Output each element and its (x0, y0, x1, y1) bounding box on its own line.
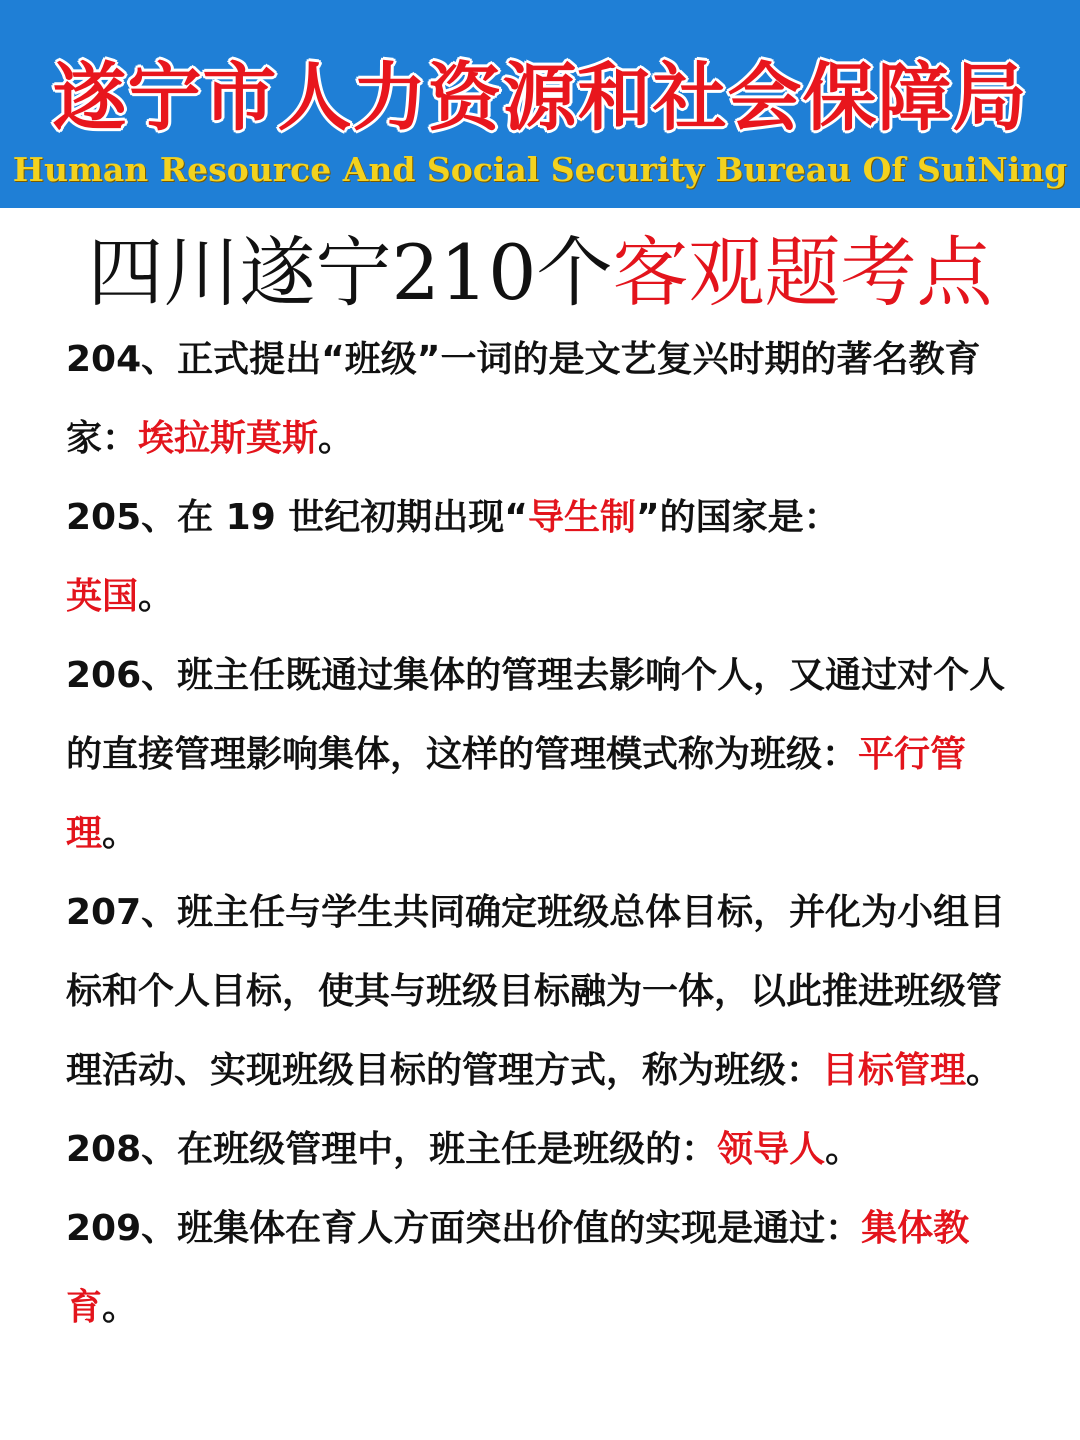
item-answer: 目标管理 (822, 1050, 967, 1091)
org-name-cn: 遂宁市人力资源和社会保障局 (52, 55, 1028, 141)
item-answer: 导生制 (527, 497, 636, 538)
item-text: 204、正式提出“班级”一词的是文艺复兴时期的著名教育家： (66, 339, 981, 459)
list-item-207 (66, 873, 1026, 1110)
item-text-middle: ”的国家是： (636, 497, 840, 538)
list-item-208 (66, 1110, 1026, 1189)
item-end: 。 (318, 418, 355, 459)
item-answer: 埃拉斯莫斯 (138, 418, 319, 459)
header-banner (0, 0, 1080, 208)
item-text: 205、在 19 世纪初期出现“ (66, 497, 528, 538)
item-text: 207、班主任与学生共同确定班级总体目标，并化为小组目标和个人目标，使其与班级目标融为一体，以此推进班级管理活动、实现班级目标的管理方式，称为班级： (66, 892, 1006, 1091)
item-answer-2: 英国 (66, 576, 139, 617)
item-answer: 领导人 (717, 1129, 826, 1170)
item-end: 。 (825, 1129, 862, 1170)
item-end: 。 (966, 1050, 1003, 1091)
item-answer: 平行管理 (66, 734, 967, 854)
item-end: 。 (102, 1287, 139, 1328)
item-text: 209、班集体在育人方面突出价值的实现是通过： (66, 1208, 862, 1249)
title-highlight: 客观题考点 (612, 228, 993, 317)
item-answer: 集体教育 (66, 1208, 970, 1328)
item-text: 208、在班级管理中，班主任是班级的： (66, 1129, 718, 1170)
question-list (66, 320, 1026, 1347)
page-title (0, 228, 1080, 318)
title-prefix: 四川遂宁210个 (87, 228, 613, 317)
item-end: 。 (102, 813, 139, 854)
item-text: 206、班主任既通过集体的管理去影响个人，又通过对个人的直接管理影响集体，这样的管理模式称为班级： (66, 655, 1006, 775)
org-name-en: Human Resource And Social Security Bureau Of SuiNing (12, 150, 1068, 189)
list-item-206 (66, 636, 1026, 873)
list-item-204 (66, 320, 1026, 478)
list-item-209 (66, 1189, 1026, 1347)
list-item-205 (66, 478, 1026, 636)
item-end: 。 (138, 576, 175, 617)
